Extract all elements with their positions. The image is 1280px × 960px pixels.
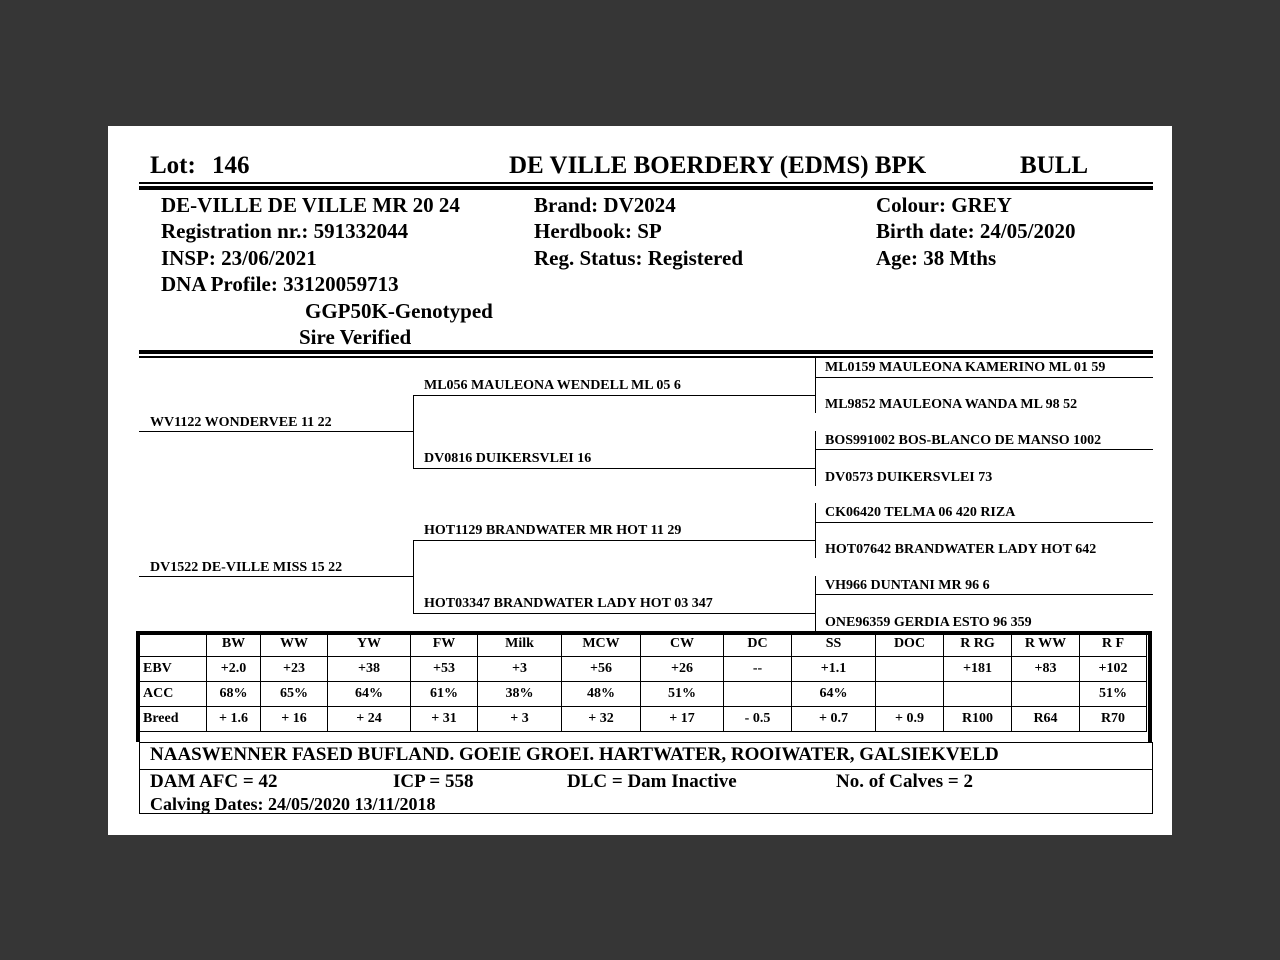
pedigree-dam-sire: HOT1129 BRANDWATER MR HOT 11 29 — [424, 523, 682, 538]
pedigree-ggp-5: CK06420 TELMA 06 420 RIZA — [825, 505, 1016, 520]
pedigree-line — [815, 594, 1153, 595]
pedigree-line — [413, 395, 815, 396]
insp-date: INSP: 23/06/2021 — [161, 246, 317, 270]
table-cell: R100 — [944, 707, 1012, 732]
table-cell: 64% — [328, 682, 411, 707]
column-header — [137, 632, 207, 657]
table-cell: - 0.5 — [724, 707, 792, 732]
pedigree-sire-dam: DV0816 DUIKERSVLEI 16 — [424, 451, 592, 466]
column-header: MCW — [562, 632, 641, 657]
dlc: DLC = Dam Inactive — [567, 771, 737, 792]
pedigree-line — [815, 449, 1153, 450]
calving-dates: Calving Dates: 24/05/2020 13/11/2018 — [150, 794, 436, 814]
pedigree-line — [413, 395, 414, 468]
row-label: Breed — [137, 707, 207, 732]
header-rule-thick — [139, 186, 1153, 190]
number-of-calves: No. of Calves = 2 — [836, 771, 973, 792]
details-rule-thick — [139, 350, 1153, 354]
column-header: DC — [724, 632, 792, 657]
animal-name: DE-VILLE DE VILLE MR 20 24 — [161, 193, 460, 217]
table-cell: + 31 — [411, 707, 478, 732]
table-cell: + 1.6 — [207, 707, 261, 732]
birth-date: Birth date: 24/05/2020 — [876, 219, 1076, 243]
pedigree-line — [413, 468, 815, 469]
table-cell: + 24 — [328, 707, 411, 732]
table-cell: 48% — [562, 682, 641, 707]
table-cell: + 32 — [562, 707, 641, 732]
table-cell: + 17 — [641, 707, 724, 732]
pedigree-line — [139, 431, 413, 432]
table-cell: 61% — [411, 682, 478, 707]
table-cell: +38 — [328, 657, 411, 682]
table-cell — [1012, 682, 1080, 707]
table-cell: + 0.9 — [876, 707, 944, 732]
table-cell: +102 — [1080, 657, 1147, 682]
column-header: Milk — [478, 632, 562, 657]
table-cell: 64% — [792, 682, 876, 707]
dna-profile: DNA Profile: 33120059713 — [161, 272, 399, 296]
ebv-row — [137, 657, 1147, 682]
ebv-table — [136, 631, 1147, 732]
row-label: EBV — [137, 657, 207, 682]
column-header: BW — [207, 632, 261, 657]
table-cell: 68% — [207, 682, 261, 707]
pedigree-ggp-2: ML9852 MAULEONA WANDA ML 98 52 — [825, 397, 1078, 412]
table-cell: +26 — [641, 657, 724, 682]
pedigree-sire: WV1122 WONDERVEE 11 22 — [150, 415, 332, 430]
sire-verification: Sire Verified — [299, 325, 412, 349]
registration-status: Reg. Status: Registered — [534, 246, 743, 270]
ebv-header-row — [137, 632, 1147, 657]
herdbook: Herdbook: SP — [534, 219, 662, 243]
pedigree-dam: DV1522 DE-VILLE MISS 15 22 — [150, 560, 343, 575]
table-cell: +2.0 — [207, 657, 261, 682]
table-cell: 51% — [1080, 682, 1147, 707]
breed-row — [137, 707, 1147, 732]
dam-afc: DAM AFC = 42 — [150, 771, 278, 792]
table-cell — [876, 657, 944, 682]
details-rule — [139, 356, 1153, 358]
pedigree-ggp-6: HOT07642 BRANDWATER LADY HOT 642 — [825, 542, 1097, 557]
pedigree-line — [815, 358, 816, 413]
table-cell: +1.1 — [792, 657, 876, 682]
pedigree-line — [815, 377, 1153, 378]
table-cell: -- — [724, 657, 792, 682]
acc-row — [137, 682, 1147, 707]
table-cell: + 0.7 — [792, 707, 876, 732]
column-header: CW — [641, 632, 724, 657]
table-right-rule — [1148, 631, 1152, 742]
brand: Brand: DV2024 — [534, 193, 676, 217]
column-header: YW — [328, 632, 411, 657]
pedigree-line — [413, 540, 815, 541]
table-cell: +181 — [944, 657, 1012, 682]
pedigree-ggp-8: ONE96359 GERDIA ESTO 96 359 — [825, 615, 1032, 630]
table-cell: + 3 — [478, 707, 562, 732]
row-label: ACC — [137, 682, 207, 707]
pedigree-line — [815, 522, 1153, 523]
table-cell: +83 — [1012, 657, 1080, 682]
table-cell: R64 — [1012, 707, 1080, 732]
pedigree-ggp-7: VH966 DUNTANI MR 96 6 — [825, 578, 990, 593]
colour: Colour: GREY — [876, 193, 1012, 217]
table-cell: 65% — [261, 682, 328, 707]
table-cell: +23 — [261, 657, 328, 682]
table-cell: + 16 — [261, 707, 328, 732]
table-cell — [724, 682, 792, 707]
pedigree-ggp-4: DV0573 DUIKERSVLEI 73 — [825, 470, 993, 485]
column-header: R RG — [944, 632, 1012, 657]
pedigree-line — [815, 576, 816, 631]
pedigree-line — [413, 540, 414, 613]
table-cell — [944, 682, 1012, 707]
column-header: R WW — [1012, 632, 1080, 657]
table-cell: +3 — [478, 657, 562, 682]
pedigree-ggp-3: BOS991002 BOS-BLANCO DE MANSO 1002 — [825, 433, 1102, 448]
column-header: SS — [792, 632, 876, 657]
remarks-divider — [139, 769, 1153, 770]
pedigree-sire-sire: ML056 MAULEONA WENDELL ML 05 6 — [424, 378, 681, 393]
genotype-status: GGP50K-Genotyped — [305, 299, 493, 323]
header-rule — [139, 182, 1153, 184]
column-header: DOC — [876, 632, 944, 657]
age: Age: 38 Mths — [876, 246, 997, 270]
remarks: NAASWENNER FASED BUFLAND. GOEIE GROEI. HARTWATER, ROOIWATER, GALSIEKVELD — [150, 744, 999, 765]
table-cell — [876, 682, 944, 707]
lot-label: Lot: — [150, 152, 196, 179]
table-cell: 38% — [478, 682, 562, 707]
icp: ICP = 558 — [393, 771, 474, 792]
table-cell: 51% — [641, 682, 724, 707]
column-header: R F — [1080, 632, 1147, 657]
pedigree-line — [139, 576, 413, 577]
animal-sex: BULL — [1020, 152, 1089, 179]
breeder-name: DE VILLE BOERDERY (EDMS) BPK — [509, 152, 927, 179]
pedigree-line — [815, 503, 816, 558]
column-header: WW — [261, 632, 328, 657]
pedigree-ggp-1: ML0159 MAULEONA KAMERINO ML 01 59 — [825, 360, 1106, 375]
lot-number: 146 — [212, 152, 250, 179]
table-cell: +56 — [562, 657, 641, 682]
lot-card — [108, 126, 1172, 835]
column-header: FW — [411, 632, 478, 657]
table-cell: R70 — [1080, 707, 1147, 732]
pedigree-line — [815, 431, 816, 486]
registration-number: Registration nr.: 591332044 — [161, 219, 409, 243]
table-cell: +53 — [411, 657, 478, 682]
pedigree-line — [413, 613, 815, 614]
pedigree-dam-dam: HOT03347 BRANDWATER LADY HOT 03 347 — [424, 596, 713, 611]
